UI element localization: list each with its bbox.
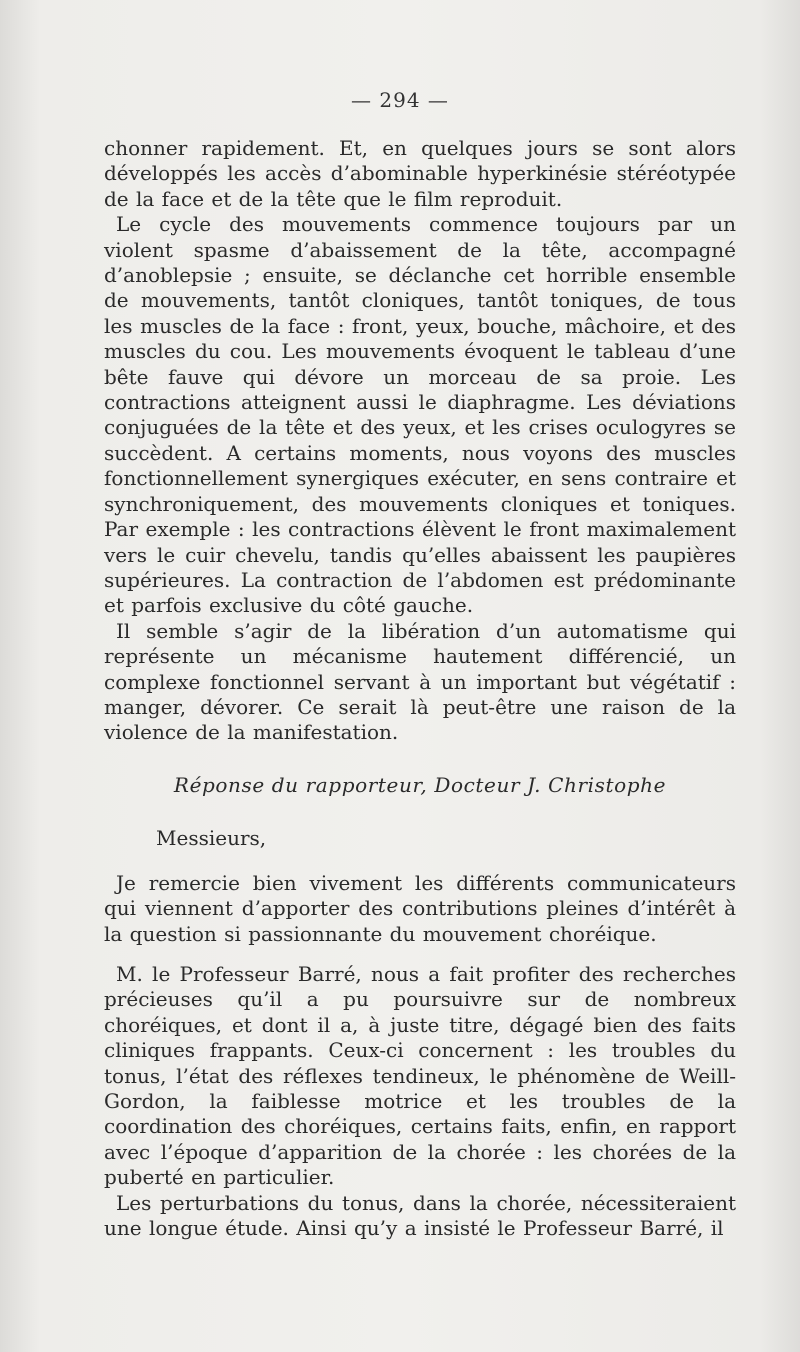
paragraph-continuation: chonner rapidement. Et, en quelques jours se sont alors développés les accès d’abominable hyperkinésie stéréotypée de la face et de la tête que le film reproduit. — [104, 136, 736, 211]
paragraph-thanks: Je remercie bien vivement les différents communicateurs qui viennent d’apporter des contributions pleines d’intérêt à la question si passionnante du mouvement choréique. — [104, 871, 736, 946]
page-number: — 294 — — [351, 88, 449, 112]
paragraph-tonus: Les perturbations du tonus, dans la chorée, nécessiteraient une longue étude. Ainsi qu’y a insisté le Professeur Barré, il — [104, 1190, 736, 1241]
salutation: Messieurs, — [156, 826, 267, 850]
text-block-top — [104, 136, 736, 746]
paragraph-automatism: Il semble s’agir de la libération d’un automatisme qui représente un mécanisme hautement différencié, un complexe fonctionnel servant à un important but végétatif : manger, dévorer. Ce serait là peut-être une raison de la violence de la manifestation. — [104, 618, 736, 745]
text-block-bottom — [104, 962, 736, 1241]
paragraph-barre: M. le Professeur Barré, nous a fait profiter des recherches précieuses qu’il a pu poursuivre sur de nombreux choréiques, et dont il a, à juste titre, dégagé bien des faits cliniques frappants. Ceux-ci concernent : les troubles du tonus, l’état des réflexes tendineux, le phénomène de Weill-Gordon, la faiblesse motrice et les troubles de la coordination des choréiques, certains faits, enfin, en rapport avec l’époque d’apparition de la chorée : les chorées de la puberté en particulier. — [104, 962, 736, 1190]
text-block-thanks — [104, 871, 736, 947]
paragraph-cycle: Le cycle des mouvements commence toujours par un violent spasme d’abaissement de la tête, accompagné d’anoblepsie ; ensuite, se déclanche cet horrible ensemble de mouvements, tantôt cloniques, tantôt toniques, de tous les muscles de la face : front, yeux, bouche, mâchoire, et des muscles du cou. Les mouvements évoquent le tableau d’une bête fauve qui dévore un morceau de sa proie. Les contractions atteignent aussi le diaphragme. Les déviations conjuguées de la tête et des yeux, et les crises oculogyres se succèdent. A certains moments, nous voyons des muscles fonctionnellement synergiques exécuter, en sens contraire et synchroniquement, des mouvements cloniques et toniques. Par exemple : les contractions élèvent le front maximalement vers le cuir chevelu, tandis qu’elles abaissent les paupières supérieures. La contraction de l’abdomen est prédominante et parfois exclusive du côté gauche. — [104, 212, 736, 618]
section-heading: Réponse du rapporteur, Docteur J. Christophe — [173, 773, 667, 797]
